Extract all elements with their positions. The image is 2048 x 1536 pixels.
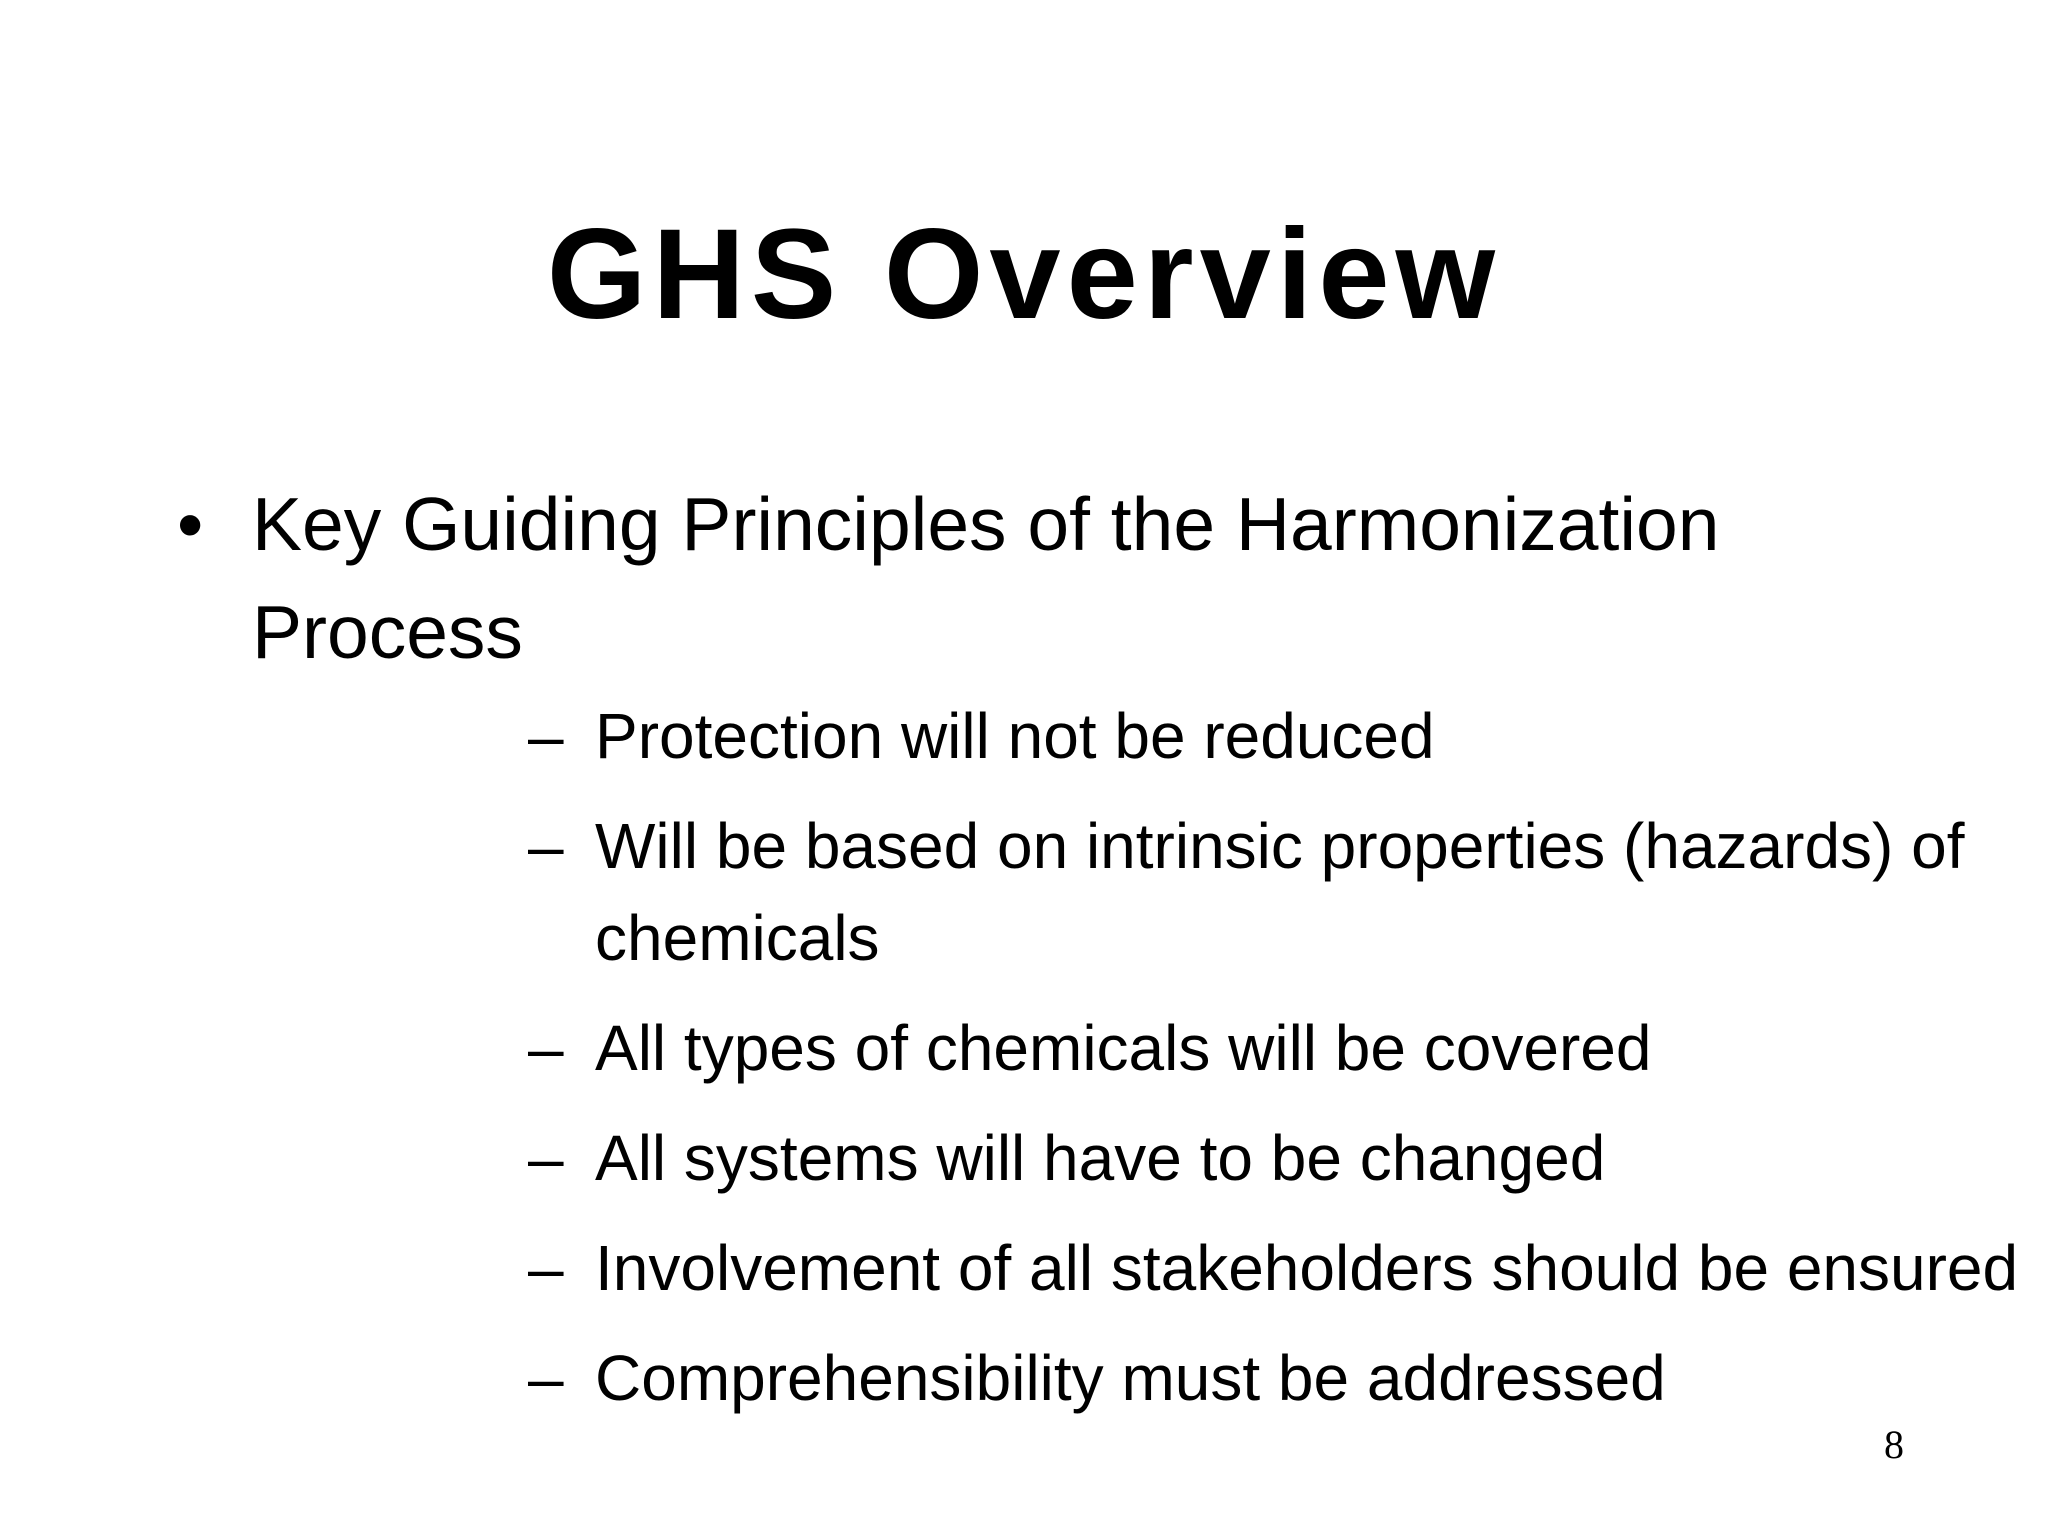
sub-bullet-text: Will be based on intrinsic properties (hazards) of chemicals [595,810,1965,974]
page-number: 8 [1884,1422,1904,1467]
sub-bullet-item [528,1222,2048,1314]
dash-marker: – [528,1012,564,1084]
sub-bullet-item [528,1112,2048,1204]
bullet-item [177,470,2019,1424]
sub-bullet-text: All systems will have to be changed [595,1122,1606,1194]
dash-marker: – [528,1342,564,1414]
bullet-list [0,470,2048,1442]
sub-bullet-text: All types of chemicals will be covered [595,1012,1652,1084]
sub-bullet-text: Comprehensibility must be addressed [595,1342,1666,1414]
bullet-text: Key Guiding Principles of the Harmonization Process [252,482,1720,674]
sub-bullet-item [528,1332,2048,1424]
dash-marker: – [528,1122,564,1194]
bullet-marker: • [177,482,204,566]
sub-bullet-item [528,800,2048,984]
slide-title: GHS Overview [546,203,1502,346]
dash-marker: – [528,810,564,882]
sub-bullet-text: Protection will not be reduced [595,700,1435,772]
dash-marker: – [528,1232,564,1304]
sub-bullet-list [252,690,2019,1424]
dash-marker: – [528,700,564,772]
sub-bullet-item [528,1002,2048,1094]
sub-bullet-text: Involvement of all stakeholders should be ensured [595,1232,2019,1304]
sub-bullet-item [528,690,2048,782]
